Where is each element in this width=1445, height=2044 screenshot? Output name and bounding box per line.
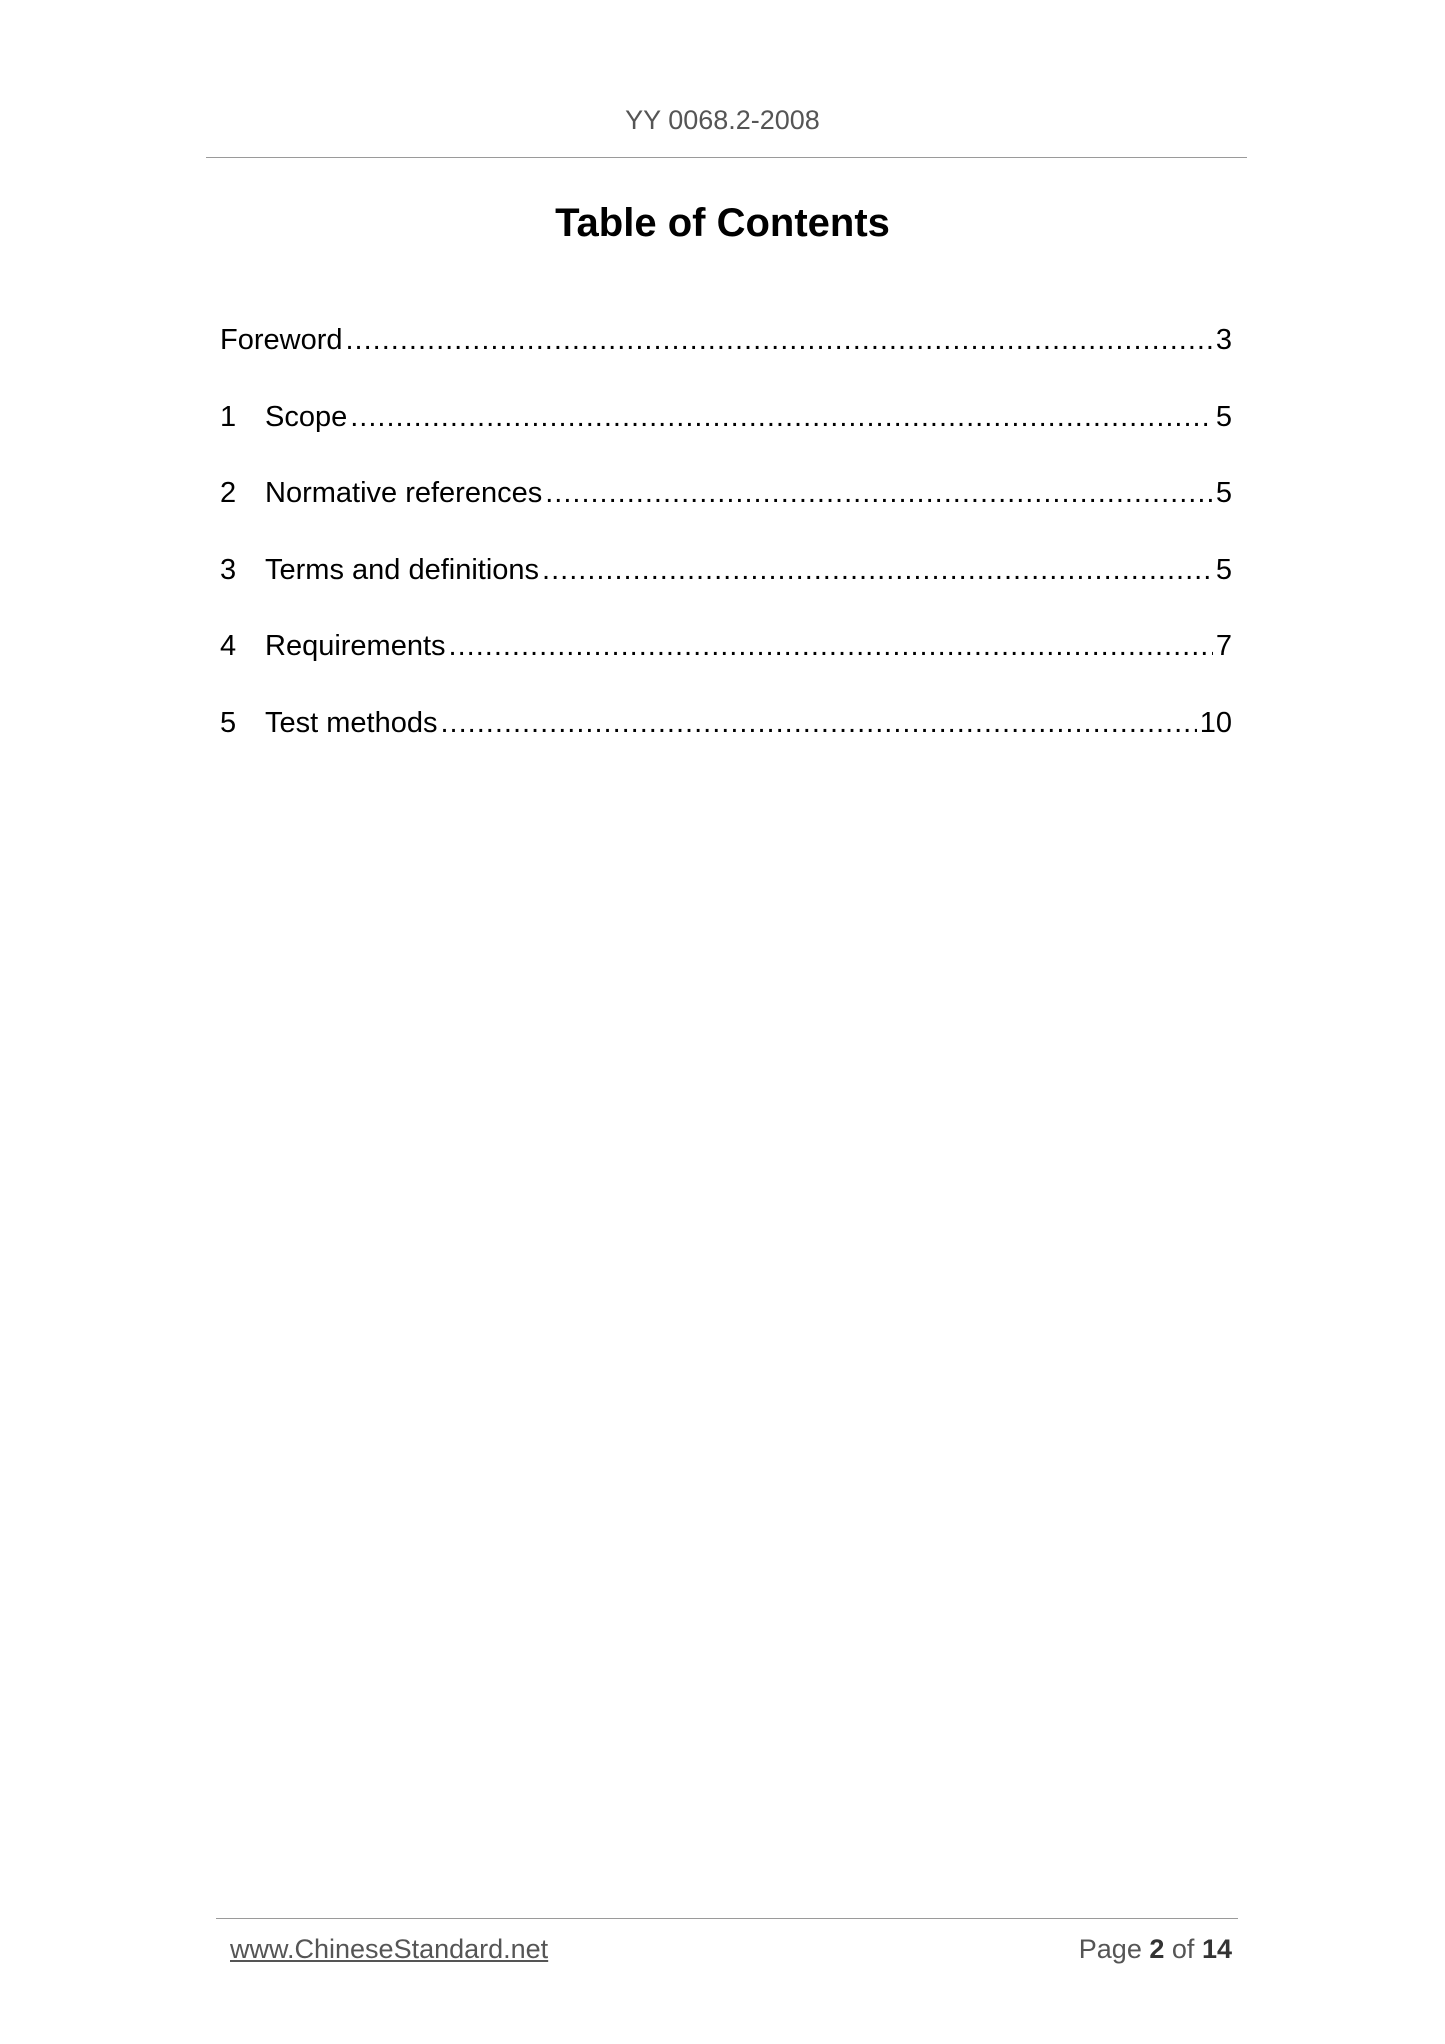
toc-entry-label: Scope	[265, 400, 348, 433]
toc-entry-foreword[interactable]	[220, 320, 1232, 360]
document-code-header: YY 0068.2-2008	[625, 105, 820, 135]
toc-entry-normative-references[interactable]	[220, 473, 1232, 513]
toc-dot-leader	[542, 550, 1213, 590]
toc-entry-test-methods[interactable]	[220, 703, 1232, 743]
total-pages: 14	[1201, 1934, 1232, 1964]
toc-entry-page: 5	[1215, 400, 1232, 433]
toc-entry-label: Requirements	[265, 630, 446, 662]
toc-entry-page: 3	[1215, 324, 1232, 356]
current-page: 2	[1149, 1934, 1165, 1964]
toc-dot-leader	[545, 473, 1213, 513]
toc-entry-number: 2	[220, 477, 237, 509]
toc-dot-leader	[449, 626, 1213, 666]
toc-entry-page: 10	[1199, 706, 1232, 739]
footer-divider	[216, 1918, 1238, 1919]
toc-entry-page: 7	[1215, 630, 1232, 662]
toc-dot-leader	[350, 397, 1213, 437]
toc-entry-requirements[interactable]	[220, 626, 1232, 666]
toc-entry-terms-and-definitions[interactable]	[220, 550, 1232, 590]
toc-entry-page: 5	[1215, 477, 1232, 509]
toc-entry-label: Test methods	[265, 706, 438, 739]
toc-entry-number: 3	[220, 553, 237, 586]
toc-entry-page: 5	[1215, 553, 1232, 586]
toc-entry-label: Foreword	[220, 324, 343, 356]
website-link[interactable]: www.ChineseStandard.net	[230, 1934, 549, 1964]
toc-entry-number: 4	[220, 630, 237, 662]
page-number	[1079, 1934, 1232, 1965]
page-separator: of	[1171, 1934, 1195, 1964]
toc-entry-label: Normative references	[265, 477, 543, 509]
toc-entry-number: 1	[220, 400, 237, 433]
page-title: Table of Contents	[555, 201, 890, 245]
table-of-contents	[220, 320, 1232, 779]
page-prefix: Page	[1078, 1934, 1142, 1964]
header-divider	[206, 157, 1247, 158]
toc-dot-leader	[440, 703, 1196, 743]
toc-entry-label: Terms and definitions	[265, 553, 540, 586]
toc-dot-leader	[346, 320, 1213, 360]
toc-entry-number: 5	[220, 706, 237, 739]
toc-entry-scope[interactable]	[220, 397, 1232, 437]
